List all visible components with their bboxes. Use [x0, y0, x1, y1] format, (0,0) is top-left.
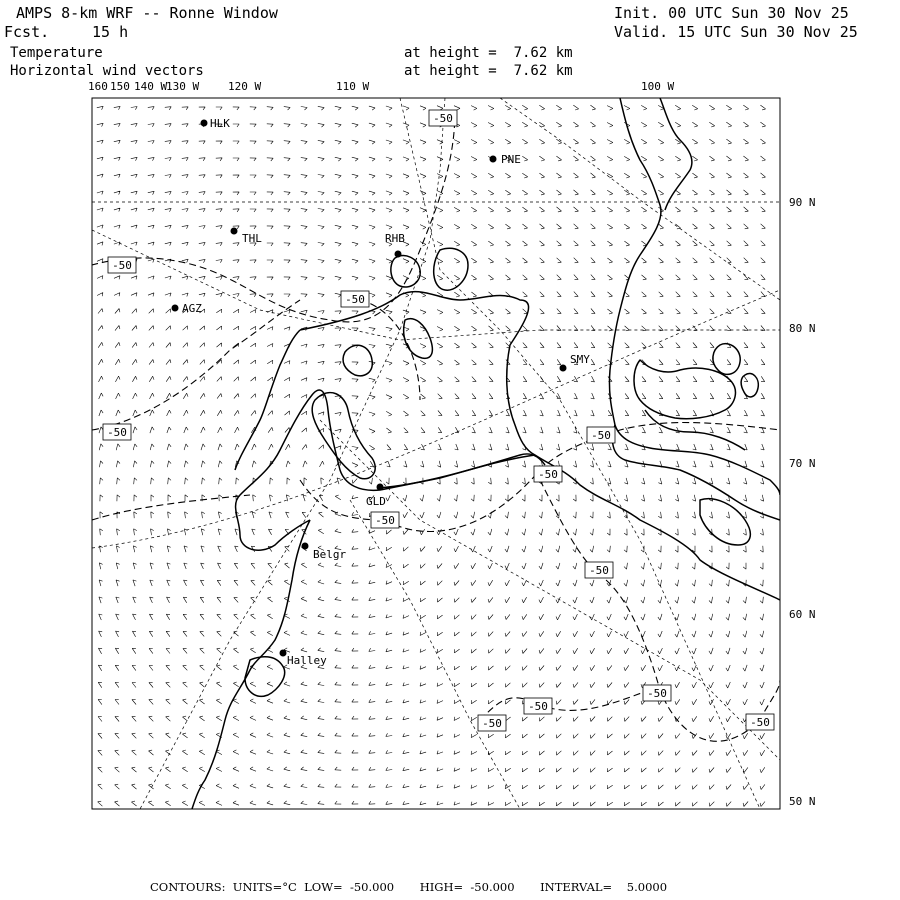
station-dot [377, 484, 384, 491]
station-gld [366, 484, 386, 509]
station-agz [172, 302, 203, 315]
contour-label [371, 512, 399, 528]
station-label: Halley [287, 654, 327, 667]
station-label: Belgr [313, 548, 347, 561]
contour-label [341, 291, 369, 307]
height-temperature: at height = 7.62 km [404, 45, 573, 61]
station-dot [560, 365, 567, 372]
station-label: THL [242, 232, 262, 245]
station-halley [280, 650, 328, 668]
field-temperature: Temperature [10, 45, 103, 61]
contour-label [108, 257, 136, 273]
longitude-label: 120 W [228, 80, 262, 93]
ice-shelf-front [378, 454, 545, 488]
contour-label [534, 466, 562, 482]
init-time: Init. 00 UTC Sun 30 Nov 25 [614, 4, 849, 22]
latitude-labels [789, 196, 816, 808]
longitude-label: 150 [110, 80, 130, 93]
latitude-label: 90 N [789, 196, 816, 209]
station-thl [231, 228, 263, 246]
svg-text:-50: -50 [647, 687, 667, 700]
svg-text:-50: -50 [107, 426, 127, 439]
longitude-label: 140 W [134, 80, 168, 93]
longitude-label: 100 W [641, 80, 675, 93]
svg-text:-50: -50 [528, 700, 548, 713]
station-dot [490, 156, 497, 163]
longitude-label: 130 W [166, 80, 200, 93]
contour-label [587, 427, 615, 443]
station-pne [490, 153, 521, 166]
contour-label [746, 714, 774, 730]
temperature-contour [92, 110, 780, 741]
station-hlk [201, 117, 231, 130]
contour-label [524, 698, 552, 714]
valid-time: Valid. 15 UTC Sun 30 Nov 25 [614, 23, 858, 41]
station-dot [395, 251, 402, 258]
contour-label [585, 562, 613, 578]
station-label: PNE [501, 153, 521, 166]
station-label: SMY [570, 353, 590, 366]
contour-label [478, 715, 506, 731]
station-label: HLK [210, 117, 230, 130]
station-label: AGZ [182, 302, 202, 315]
station-dot [302, 543, 309, 550]
svg-text:-50: -50 [433, 112, 453, 125]
longitude-label: 110 W [336, 80, 370, 93]
svg-text:-50: -50 [345, 293, 365, 306]
station-smy [560, 353, 591, 372]
latitude-label: 60 N [789, 608, 816, 621]
latitude-label: 70 N [789, 457, 816, 470]
svg-text:-50: -50 [482, 717, 502, 730]
station-belgr [302, 543, 347, 562]
longitude-labels [88, 80, 674, 93]
contour-label [103, 424, 131, 440]
station-dot [201, 120, 208, 127]
latitude-label: 80 N [789, 322, 816, 335]
svg-text:-50: -50 [538, 468, 558, 481]
svg-text:-50: -50 [112, 259, 132, 272]
contour-label [429, 110, 457, 126]
map-frame [92, 98, 780, 809]
station-rhb [385, 232, 405, 258]
latitude-label: 50 N [789, 795, 816, 808]
svg-text:-50: -50 [591, 429, 611, 442]
contour-labels [103, 110, 774, 731]
forecast-hours: 15 h [92, 23, 129, 41]
coastlines [192, 98, 780, 809]
station-label: GLD [366, 495, 386, 508]
station-dot [172, 305, 179, 312]
map-title: AMPS 8-km WRF -- Ronne Window [16, 4, 278, 22]
contour-legend: CONTOURS: UNITS=°C LOW= -50.000 HIGH= -50.000 INTERVAL= 5.0000 [150, 880, 668, 894]
station-dot [231, 228, 238, 235]
station-dot [280, 650, 287, 657]
longitude-label: 160 [88, 80, 108, 93]
field-wind-vectors: Horizontal wind vectors [10, 63, 204, 79]
svg-text:-50: -50 [375, 514, 395, 527]
forecast-label: Fcst. [4, 23, 50, 41]
svg-text:-50: -50 [589, 564, 609, 577]
graticule [92, 98, 780, 809]
contour-label [643, 685, 671, 701]
station-markers [172, 117, 591, 667]
station-label: RHB [385, 232, 405, 245]
height-wind: at height = 7.62 km [404, 63, 573, 79]
svg-text:-50: -50 [750, 716, 770, 729]
